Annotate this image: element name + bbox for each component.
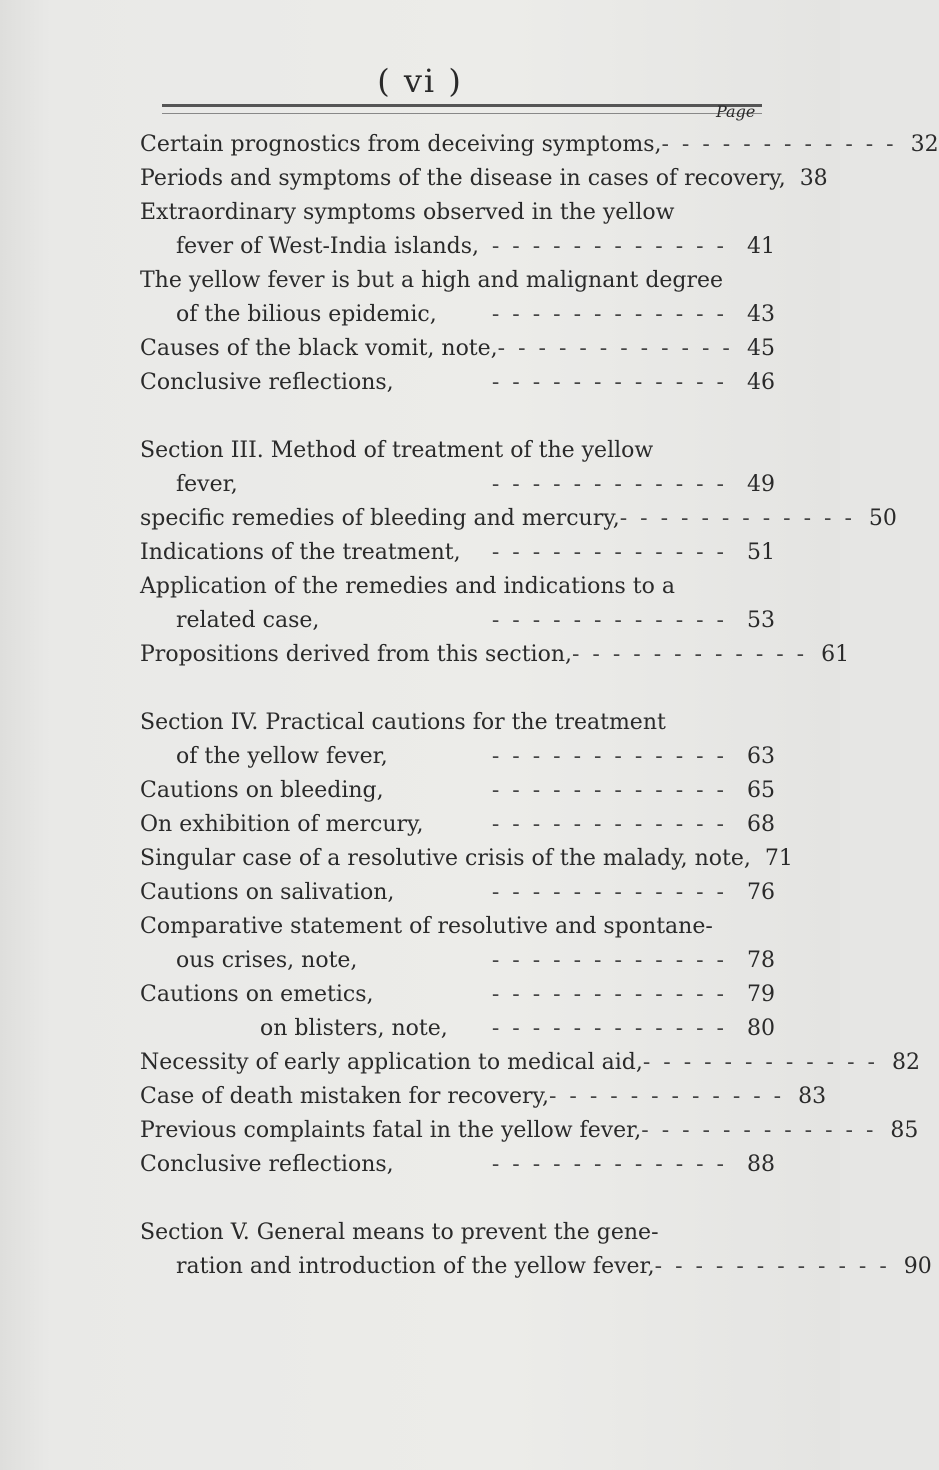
toc-page-number: 85	[890, 1118, 919, 1143]
toc-entry	[140, 774, 775, 808]
toc-entry-text: Section III. Method of treatment of the yellow	[140, 438, 654, 463]
toc-entry	[140, 638, 850, 672]
toc-entry-text: Previous complaints fatal in the yellow fever,	[140, 1118, 642, 1143]
toc-page-number: 43	[747, 302, 775, 327]
toc-entry	[140, 808, 775, 842]
toc-entry-text: Conclusive reflections,	[140, 1152, 394, 1177]
toc-page-number: 49	[747, 472, 775, 497]
toc-page-number: 41	[747, 234, 775, 259]
toc-page-number: 79	[747, 982, 775, 1007]
leader-dashes: - - - - - - - - - - - -	[491, 744, 727, 769]
leader-dashes: - - - - - - - - - - - -	[548, 1084, 785, 1109]
toc-page-number: 38	[799, 166, 828, 191]
toc-entry	[140, 1148, 775, 1182]
toc-entry-text: Singular case of a resolutive crisis of the malady, note,	[140, 846, 751, 871]
page-column-label: Page	[716, 102, 756, 121]
toc-entry-text: ous crises, note,	[176, 948, 358, 973]
toc-entry-text: Certain prognostics from deceiving symptoms,	[140, 132, 662, 157]
toc-entry-text: On exhibition of mercury,	[140, 812, 424, 837]
toc-entry	[140, 1046, 920, 1080]
toc-page-number: 53	[747, 608, 775, 633]
toc-page-number: 61	[821, 642, 850, 667]
leader-dashes: - - - - - - - - - - - -	[491, 370, 727, 395]
leader-dashes: - - - - - - - - - - - -	[497, 336, 733, 361]
toc-entry	[140, 1080, 827, 1114]
toc-entry-text: fever of West-India islands,	[176, 234, 480, 259]
toc-entry	[140, 536, 775, 570]
toc-page-number: 51	[747, 540, 775, 565]
leader-dashes: - - - - - - - - - - - -	[491, 302, 727, 327]
toc-entry-text: Section V. General means to prevent the gene-	[140, 1220, 659, 1245]
toc-entry-text: Cautions on emetics,	[140, 982, 374, 1007]
toc-page-number: 32	[910, 132, 939, 157]
toc-section-heading	[140, 1216, 932, 1284]
toc-page-number: 71	[764, 846, 793, 871]
toc-page-number: 63	[747, 744, 775, 769]
toc-entry	[140, 128, 939, 162]
leader-dashes: - - - - - - - - - - - -	[491, 880, 727, 905]
toc-page-number: 80	[747, 1016, 775, 1041]
toc-entry-text: Case of death mistaken for recovery,	[140, 1084, 549, 1109]
toc-entry-text: Cautions on bleeding,	[140, 778, 384, 803]
toc-entry	[140, 1114, 919, 1148]
toc-entry	[140, 876, 775, 910]
toc-entry	[140, 196, 775, 264]
toc-entry	[140, 910, 775, 978]
toc-entry	[140, 1012, 775, 1046]
toc-entry	[140, 842, 793, 876]
toc-entry	[140, 570, 775, 638]
leader-dashes: - - - - - - - - - - - -	[491, 982, 727, 1007]
toc-page-number: 45	[747, 336, 775, 361]
toc-entry-text: Indications of the treatment,	[140, 540, 461, 565]
toc-page-number: 78	[747, 948, 775, 973]
page-number-header: ( vi )	[377, 62, 463, 100]
leader-dashes: - - - - - - - - - - - -	[571, 642, 808, 667]
toc-entry-text: Section IV. Practical cautions for the treatment	[140, 710, 666, 735]
toc-section-heading	[140, 434, 775, 502]
leader-dashes: - - - - - - - - - - - -	[491, 472, 727, 497]
leader-dashes: - - - - - - - - - - - -	[641, 1118, 877, 1143]
toc-entry-text: Comparative statement of resolutive and spontane-	[140, 914, 713, 939]
toc-page-number: 82	[891, 1050, 920, 1075]
toc-entry	[140, 332, 775, 366]
toc-entry-text: on blisters, note,	[260, 1016, 448, 1041]
toc-page-number: 65	[747, 778, 775, 803]
toc-page-number: 76	[747, 880, 775, 905]
leader-dashes: - - - - - - - - - - - -	[491, 234, 727, 259]
toc-entry	[140, 502, 897, 536]
toc-page-number: 83	[798, 1084, 827, 1109]
toc-entry-text: ration and introduction of the yellow fever,	[176, 1254, 655, 1279]
toc-entry-text: Conclusive reflections,	[140, 370, 394, 395]
toc-page-number: 50	[868, 506, 897, 531]
toc-page-number: 90	[903, 1254, 932, 1279]
leader-dashes: - - - - - - - - - - - -	[491, 1152, 727, 1177]
leader-dashes: - - - - - - - - - - - -	[491, 948, 727, 973]
toc-page-number: 68	[747, 812, 775, 837]
leader-dashes: - - - - - - - - - - - -	[491, 608, 727, 633]
toc-entry-text: specific remedies of bleeding and mercury,	[140, 506, 620, 531]
leader-dashes: - - - - - - - - - - - -	[491, 1016, 727, 1041]
toc-entry-text: Causes of the black vomit, note,	[140, 336, 498, 361]
toc-entry-text: of the bilious epidemic,	[176, 302, 437, 327]
toc-entry	[140, 366, 775, 400]
toc-entry-text: of the yellow fever,	[176, 744, 388, 769]
toc-page-number: 88	[747, 1152, 775, 1177]
leader-dashes: - - - - - - - - - - - -	[654, 1254, 890, 1279]
toc-entry-text: Necessity of early application to medical aid,	[140, 1050, 643, 1075]
toc-entry-text: The yellow fever is but a high and malignant degree	[140, 268, 724, 293]
toc-entry	[140, 264, 775, 332]
toc-entry-text: fever,	[176, 472, 238, 497]
toc-entry-text: Cautions on salivation,	[140, 880, 395, 905]
leader-dashes: - - - - - - - - - - - -	[491, 540, 727, 565]
toc-entry-text: Propositions derived from this section,	[140, 642, 572, 667]
toc-entry-text: related case,	[176, 608, 320, 633]
toc-section-heading	[140, 706, 775, 774]
toc-page-number: 46	[747, 370, 775, 395]
section-gap	[140, 400, 775, 434]
header-rule	[162, 104, 762, 114]
leader-dashes: - - - - - - - - - - - -	[491, 778, 727, 803]
leader-dashes: - - - - - - - - - - - -	[642, 1050, 878, 1075]
toc-entry-text: Application of the remedies and indications to a	[140, 574, 675, 599]
toc-entry	[140, 978, 775, 1012]
leader-dashes: - - - - - - - - - - - -	[619, 506, 855, 531]
leader-dashes: - - - - - - - - - - - -	[661, 132, 897, 157]
section-gap	[140, 1182, 775, 1216]
section-gap	[140, 672, 775, 706]
toc-entry-text: Periods and symptoms of the disease in cases of recovery,	[140, 166, 786, 191]
leader-dashes: - - - - - - - - - - - -	[491, 812, 727, 837]
toc-entry-text: Extraordinary symptoms observed in the yellow	[140, 200, 675, 225]
toc-entry	[140, 162, 828, 196]
table-of-contents	[140, 128, 939, 1284]
